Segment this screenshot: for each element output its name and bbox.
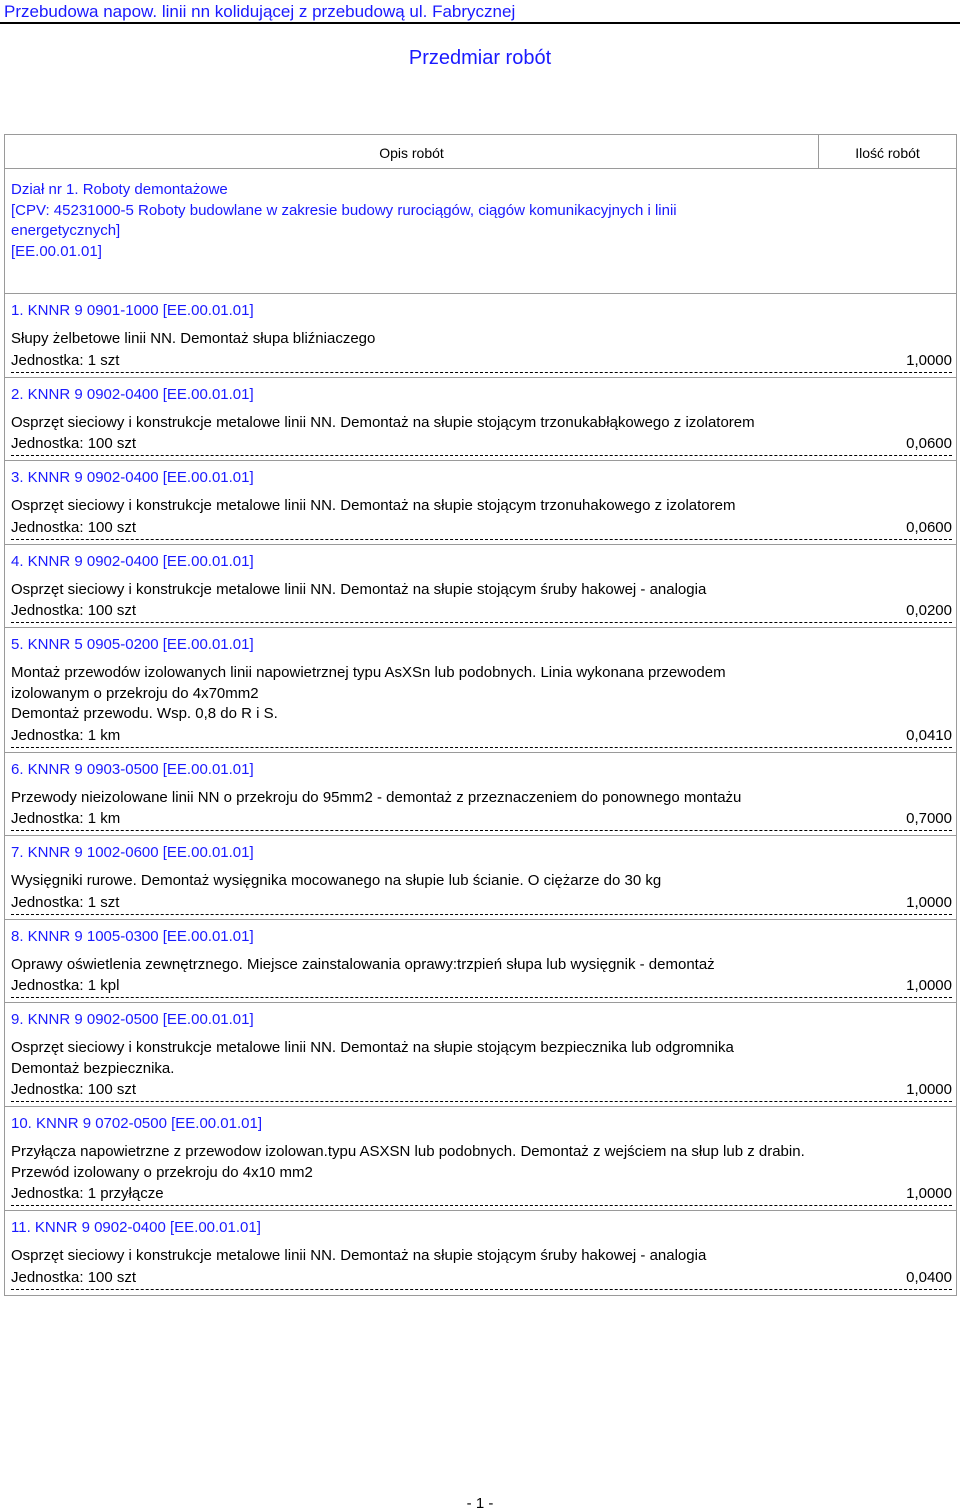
item-quantity: 0,0400 [906,1268,952,1286]
item-unit-row [11,352,952,373]
item-unit-row [11,894,952,915]
item-unit-row [11,1185,952,1206]
item-code: 2. KNNR 9 0902-0400 [EE.00.01.01] [11,385,254,403]
item-description-line: Wysięgniki rurowe. Demontaż wysięgnika mocowanego na słupie lub ścianie. O ciężarze do 30 kg [11,872,662,889]
table-row [5,1107,956,1211]
item-description [11,1038,911,1079]
item-description-line: Przewód izolowany o przekroju do 4x10 mm2 [11,1163,313,1181]
item-quantity: 1,0000 [906,1081,952,1098]
item-unit: Jednostka: 1 szt [11,351,120,369]
item-quantity: 0,0200 [906,602,952,619]
section-cpv-continued: energetycznych] [11,222,121,239]
item-unit: Jednostka: 1 km [11,810,121,827]
item-quantity: 0,0410 [906,726,952,744]
page-number: - 1 - [466,1495,494,1512]
item-description-line: Oprawy oświetlenia zewnętrznego. Miejsce zainstalowania oprawy:trzpień słupa lub wysięgnik - demontaż [11,955,715,973]
item-description [11,329,911,350]
item-description-line: Osprzęt sieciowy i konstrukcje metalowe linii NN. Demontaż na słupie stojącym śruby hakowej - analogia [11,1247,707,1264]
item-description-line: izolowanym o przekroju do 4x70mm2 [11,684,259,702]
item-quantity: 1,0000 [906,1185,952,1202]
item-unit: Jednostka: 1 kpl [11,977,120,994]
document-title: Przedmiar robót [408,47,552,69]
section-heading [5,169,956,294]
item-description-line: Osprzęt sieciowy i konstrukcje metalowe linii NN. Demontaż na słupie stojącym trzonukabłąkowego z izolatorem [11,413,755,431]
item-unit-row [11,1269,952,1290]
item-quantity: 0,0600 [906,435,952,452]
item-list [5,294,956,1295]
item-unit-row [11,727,952,748]
item-code: 7. KNNR 9 1002-0600 [EE.00.01.01] [11,844,254,861]
item-quantity: 1,0000 [906,977,952,994]
item-unit-row [11,602,952,623]
column-header-quantity: Ilość robót [855,145,920,161]
item-quantity: 0,0600 [906,518,952,536]
item-description [11,955,911,976]
item-description [11,663,911,725]
item-quantity: 0,7000 [906,810,952,827]
item-description-line: Osprzęt sieciowy i konstrukcje metalowe linii NN. Demontaż na słupie stojącym bezpiecznika lub odgromnika [11,1039,734,1056]
section-title: Dział nr 1. Roboty demontażowe [11,181,228,198]
table-row [5,294,956,378]
item-description [11,1246,911,1267]
item-quantity: 1,0000 [906,351,952,369]
item-unit: Jednostka: 100 szt [11,602,137,619]
item-unit: Jednostka: 100 szt [11,1268,137,1286]
item-unit: Jednostka: 1 km [11,726,121,744]
item-unit: Jednostka: 100 szt [11,518,137,536]
section-cpv: [CPV: 45231000-5 Roboty budowlane w zakresie budowy rurociągów, ciągów komunikacyjnych i linii [11,201,677,219]
item-description-line: Przewody nieizolowane linii NN o przekroju do 95mm2 - demontaż z przeznaczeniem do ponownego montażu [11,788,742,806]
table-header [5,135,956,169]
table-row [5,920,956,1004]
table-row [5,545,956,629]
item-code: 6. KNNR 9 0903-0500 [EE.00.01.01] [11,760,254,778]
item-description [11,788,911,809]
item-code: 4. KNNR 9 0902-0400 [EE.00.01.01] [11,552,254,570]
item-description-line: Osprzęt sieciowy i konstrukcje metalowe linii NN. Demontaż na słupie stojącym trzonuhakowego z izolatorem [11,497,736,514]
header-divider [0,22,960,24]
item-code: 5. KNNR 5 0905-0200 [EE.00.01.01] [11,636,254,653]
item-code: 10. KNNR 9 0702-0500 [EE.00.01.01] [11,1115,263,1132]
table-row [5,628,956,753]
table-row [5,461,956,545]
item-unit-row [11,810,952,831]
item-description-line: Przyłącza napowietrzne z przewodow izolowan.typu ASXSN lub podobnych. Demontaż z wejściem na słup lub z drabin. [11,1143,805,1160]
item-code: 9. KNNR 9 0902-0500 [EE.00.01.01] [11,1011,254,1028]
item-quantity: 1,0000 [906,893,952,911]
cost-estimate-table [4,134,957,1296]
item-description [11,580,911,601]
item-unit: Jednostka: 1 przyłącze [11,1185,164,1202]
table-row [5,836,956,920]
item-description-line: Osprzęt sieciowy i konstrukcje metalowe linii NN. Demontaż na słupie stojącym śruby hakowej - analogia [11,580,707,598]
item-description [11,413,911,434]
item-description-line: Demontaż przewodu. Wsp. 0,8 do R i S. [11,705,278,722]
item-description-line: Montaż przewodów izolowanych linii napowietrznej typu AsXSn lub podobnych. Linia wykonana przewodem [11,664,726,681]
item-description [11,871,911,892]
item-code: 8. KNNR 9 1005-0300 [EE.00.01.01] [11,927,254,945]
item-description [11,496,911,517]
item-code: 11. KNNR 9 0902-0400 [EE.00.01.01] [11,1219,261,1236]
item-unit: Jednostka: 100 szt [11,435,137,452]
item-code: 3. KNNR 9 0902-0400 [EE.00.01.01] [11,469,254,486]
table-row [5,378,956,462]
item-unit-row [11,519,952,540]
item-code: 1. KNNR 9 0901-1000 [EE.00.01.01] [11,302,254,319]
section-spec-code: [EE.00.01.01] [11,242,102,260]
item-description-line: Słupy żelbetowe linii NN. Demontaż słupa bliźniaczego [11,330,376,347]
item-unit-row [11,977,952,998]
item-unit: Jednostka: 1 szt [11,893,120,911]
document-header-title: Przebudowa napow. linii nn kolidującej z przebudową ul. Fabrycznej [4,2,516,21]
item-unit-row [11,435,952,456]
table-row [5,1211,956,1295]
column-header-description: Opis robót [5,135,819,168]
item-description [11,1142,911,1183]
table-row [5,753,956,837]
item-description-line: Demontaż bezpiecznika. [11,1059,175,1077]
item-unit-row [11,1081,952,1102]
table-row [5,1003,956,1107]
item-unit: Jednostka: 100 szt [11,1081,137,1098]
